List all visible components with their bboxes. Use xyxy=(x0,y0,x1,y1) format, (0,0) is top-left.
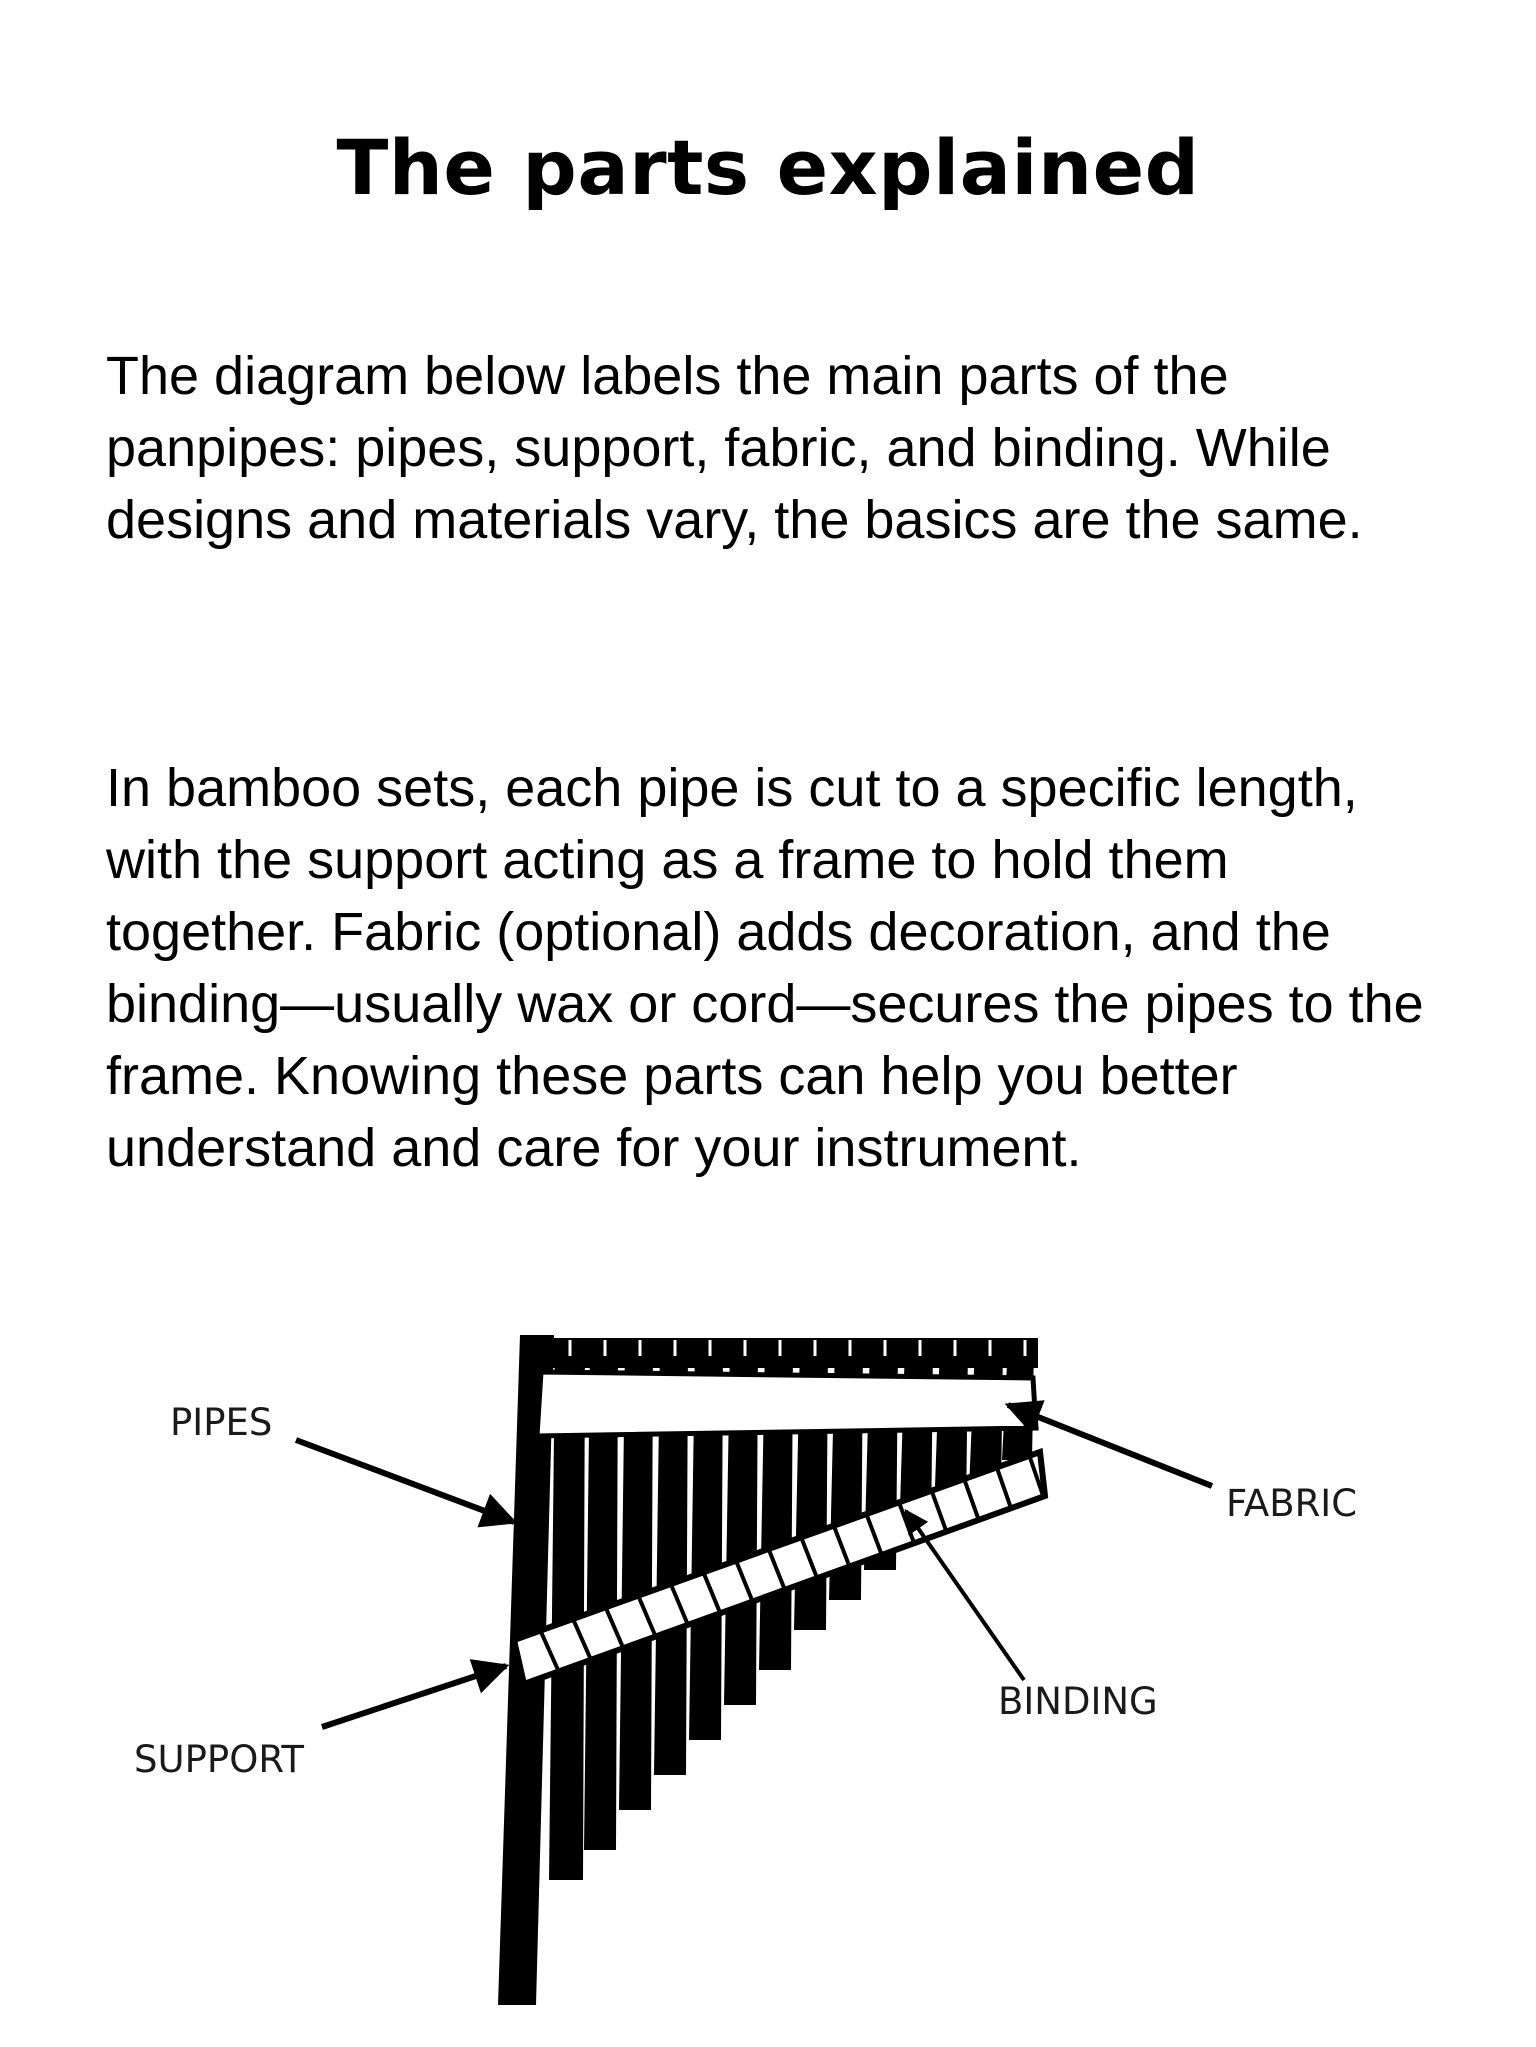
panpipes-diagram xyxy=(0,1300,1536,2020)
binding-leader-line xyxy=(906,1511,1024,1680)
support-leader-line xyxy=(322,1666,506,1727)
fabric-inner xyxy=(551,1382,1023,1426)
fabric-label: FABRIC xyxy=(1226,1482,1358,1525)
page-title: The parts explained xyxy=(336,123,1200,212)
intro-paragraph: The diagram below labels the main parts of the panpipes: pipes, support, fabric, and binding. While designs and materials vary, the basics are the same. xyxy=(106,346,1363,550)
pipes-leader-line xyxy=(296,1440,514,1522)
binding-label: BINDING xyxy=(998,1680,1158,1723)
detail-paragraph: In bamboo sets, each pipe is cut to a specific length, with the support acting as a frame to hold them together. Fabric (optional) adds decoration, and the binding—usually wax or cord—secures the pipes to the frame. Knowing these parts can help you better understand and care for your instrument. xyxy=(106,758,1424,1178)
support-label: SUPPORT xyxy=(134,1738,304,1781)
pipes-label: PIPES xyxy=(170,1401,273,1444)
pipes-rim xyxy=(538,1338,1038,1368)
